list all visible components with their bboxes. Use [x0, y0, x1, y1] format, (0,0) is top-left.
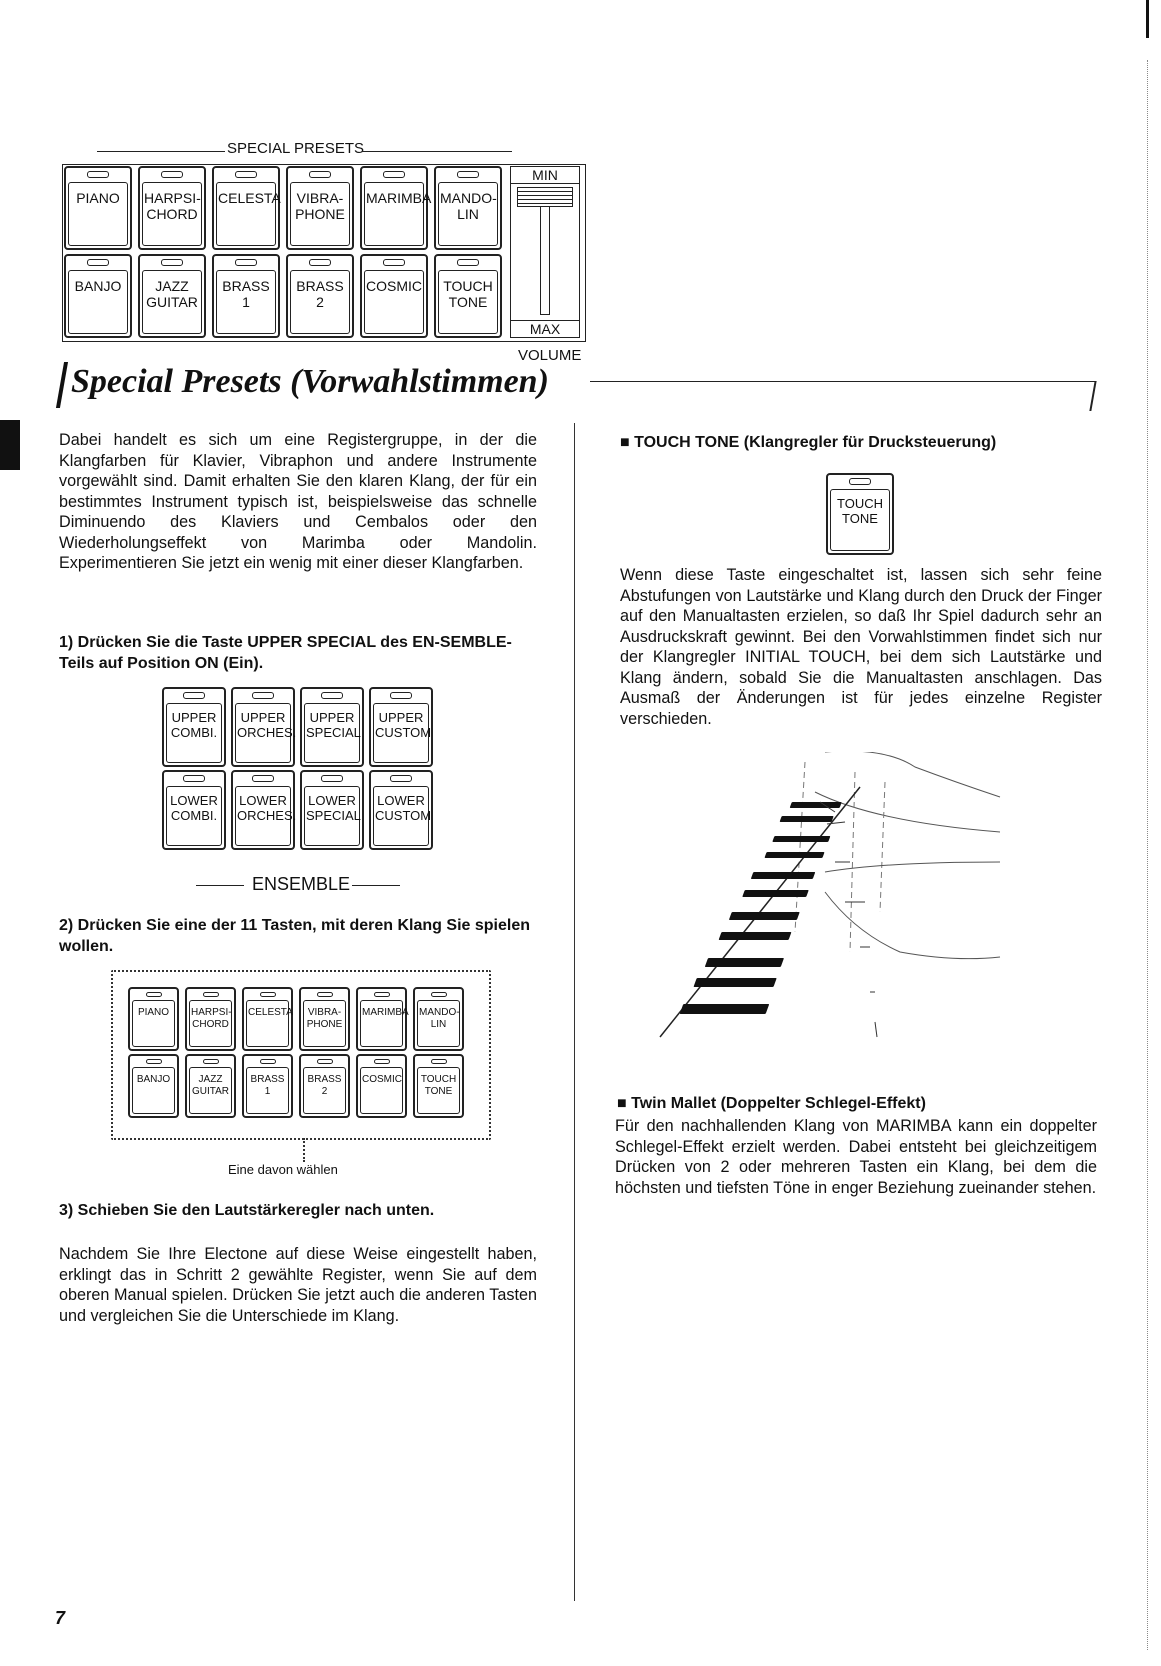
lower-orches-button[interactable]: LOWER ORCHES. [231, 770, 295, 850]
indicator-lamp [431, 1059, 447, 1064]
panel-rule-right [362, 151, 512, 152]
indicator-lamp [321, 775, 343, 782]
title-rule [590, 381, 1095, 382]
indicator-lamp [252, 692, 274, 699]
indicator-lamp [235, 259, 257, 266]
indicator-lamp [260, 992, 276, 997]
special-presets-panel [62, 140, 592, 370]
choose-caption: Eine davon wählen [228, 1162, 338, 1177]
volume-min-label: MIN [511, 167, 579, 184]
indicator-lamp [457, 171, 479, 178]
indicator-lamp [374, 1059, 390, 1064]
indicator-lamp [309, 259, 331, 266]
mandolin-button-small[interactable]: MANDO- LIN [413, 987, 464, 1051]
jazz-guitar-button-small[interactable]: JAZZ GUITAR [185, 1054, 236, 1118]
ensemble-rule-right [352, 885, 400, 886]
panel-rule-left [97, 151, 225, 152]
touch-tone-paragraph: Wenn diese Taste eingeschaltet ist, lassen sich sehr feine Abstufungen von Lautstärke und Klang durch den Druck der Finger auf den Manualtasten erzielen, so daß Ihr Spiel dadurch sehr an Ausdruckskraft gewinnt. Bei den Vorwahlstimmen findet sich nur der Klangregler INITIAL TOUCH, bei dem sich Lautstärke und Klang ändern, sobald Sie die Manualtasten anschlagen. Das Ausmaß der Änderungen ist für jedes einzelne Register verschieden. [620, 566, 1102, 728]
upper-custom-button[interactable]: UPPER CUSTOM [369, 687, 433, 767]
jazz-guitar-button[interactable]: JAZZ GUITAR [138, 254, 206, 338]
indicator-lamp [252, 775, 274, 782]
indicator-lamp [321, 692, 343, 699]
indicator-lamp [390, 775, 412, 782]
cosmic-button[interactable]: COSMIC [360, 254, 428, 338]
vibraphone-button[interactable]: VIBRA- PHONE [286, 166, 354, 250]
touch-tone-button-small[interactable]: TOUCH TONE [413, 1054, 464, 1118]
upper-special-button[interactable]: UPPER SPECIAL [300, 687, 364, 767]
brass-1-button[interactable]: BRASS 1 [212, 254, 280, 338]
indicator-lamp [317, 992, 333, 997]
upper-orches-button[interactable]: UPPER ORCHES. [231, 687, 295, 767]
volume-label: VOLUME [518, 347, 582, 364]
harpsichord-button-small[interactable]: HARPSI- CHORD [185, 987, 236, 1051]
indicator-lamp [146, 1059, 162, 1064]
touch-tone-button-large[interactable]: TOUCH TONE [826, 473, 894, 555]
step-2: 2) Drücken Sie eine der 11 Tasten, mit deren Klang Sie spielen wollen. [59, 917, 530, 955]
indicator-lamp [161, 259, 183, 266]
panel-title: SPECIAL PRESETS [227, 140, 364, 157]
title-left-bar [56, 362, 68, 408]
twin-mallet-heading: ■ Twin Mallet (Doppelter Schlegel-Effekt) [617, 1095, 926, 1112]
indicator-lamp [235, 171, 257, 178]
cosmic-button-small[interactable]: COSMIC [356, 1054, 407, 1118]
right-edge-mark [1146, 0, 1149, 38]
marimba-button[interactable]: MARIMBA [360, 166, 428, 250]
mandolin-button[interactable]: MANDO- LIN [434, 166, 502, 250]
volume-knob[interactable] [517, 187, 573, 207]
harpsichord-button[interactable]: HARPSI- CHORD [138, 166, 206, 250]
brass-1-button-small[interactable]: BRASS 1 [242, 1054, 293, 1118]
touch-tone-heading: ■ TOUCH TONE (Klangregler für Drucksteuerung) [620, 434, 997, 451]
vibraphone-button-small[interactable]: VIBRA- PHONE [299, 987, 350, 1051]
page-number: 7 [55, 1608, 66, 1628]
indicator-lamp [87, 259, 109, 266]
indicator-lamp [374, 992, 390, 997]
indicator-lamp [390, 692, 412, 699]
step-1: 1) Drücken Sie die Taste UPPER SPECIAL des EN-SEMBLE-Teils auf Position ON (Ein). [59, 634, 512, 672]
lower-combi-button[interactable]: LOWER COMBI. [162, 770, 226, 850]
outro-paragraph: Nachdem Sie Ihre Electone auf diese Weise eingestellt haben, erklingt das in Schritt 2 gewählte Register, wenn Sie auf dem oberen Manual spielen. Drücken Sie jetzt auch die anderen Tasten und vergleichen Sie die Unterschiede im Klang. [59, 1245, 537, 1325]
volume-max-label: MAX [511, 320, 579, 337]
title-right-mark [1089, 381, 1096, 411]
indicator-lamp [203, 992, 219, 997]
marimba-button-small[interactable]: MARIMBA [356, 987, 407, 1051]
banjo-button[interactable]: BANJO [64, 254, 132, 338]
page-edge-tab [0, 420, 20, 470]
step-3: 3) Schieben Sie den Lautstärkeregler nach unten. [59, 1202, 435, 1219]
indicator-lamp [383, 171, 405, 178]
lower-custom-button[interactable]: LOWER CUSTOM [369, 770, 433, 850]
piano-button[interactable]: PIANO [64, 166, 132, 250]
section-title: Special Presets (Vorwahlstimmen) [71, 363, 549, 400]
indicator-lamp [87, 171, 109, 178]
column-divider [574, 423, 575, 1601]
volume-slider[interactable] [510, 166, 580, 338]
indicator-lamp [849, 478, 871, 485]
twin-mallet-paragraph: Für den nachhallenden Klang von MARIMBA kann ein doppelter Schlegel-Effekt erzielt werden. Dabei entsteht bei gleichzeitigem Drücken von 2 oder mehreren Tasten ein Klang, bei dem die höchsten und tiefsten Töne in enger Beziehung zueinander stehen. [615, 1117, 1097, 1197]
intro-paragraph: Dabei handelt es sich um eine Registergruppe, in der die Klangfarben für Klavier, Vibraphon und andere Instrumente vorgewählt sind. Damit erhalten Sie den klaren Klang, der für ein bestimmtes Instrument typisch ist, beispielsweise das schnelle Diminuendo des Klaviers und Cembalos oder den Wiederholungseffekt von Marimba oder Mandolin. Experimentieren Sie jetzt ein wenig mit einer dieser Klangfarben. [59, 431, 537, 572]
ensemble-label: ENSEMBLE [252, 874, 351, 894]
indicator-lamp [260, 1059, 276, 1064]
indicator-lamp [457, 259, 479, 266]
touch-tone-button[interactable]: TOUCH TONE [434, 254, 502, 338]
brass-2-button[interactable]: BRASS 2 [286, 254, 354, 338]
caption-dotted-connector [303, 1138, 305, 1162]
indicator-lamp [203, 1059, 219, 1064]
volume-track [540, 201, 550, 315]
brass-2-button-small[interactable]: BRASS 2 [299, 1054, 350, 1118]
indicator-lamp [317, 1059, 333, 1064]
upper-combi-button[interactable]: UPPER COMBI. [162, 687, 226, 767]
indicator-lamp [383, 259, 405, 266]
lower-special-button[interactable]: LOWER SPECIAL [300, 770, 364, 850]
indicator-lamp [431, 992, 447, 997]
indicator-lamp [161, 171, 183, 178]
indicator-lamp [183, 775, 205, 782]
banjo-button-small[interactable]: BANJO [128, 1054, 179, 1118]
indicator-lamp [146, 992, 162, 997]
right-edge-rule [1147, 60, 1148, 1650]
piano-button-small[interactable]: PIANO [128, 987, 179, 1051]
celesta-button[interactable]: CELESTA [212, 166, 280, 250]
ensemble-rule-left [196, 885, 244, 886]
keyboard-hands-illustration [655, 752, 1015, 1042]
indicator-lamp [183, 692, 205, 699]
indicator-lamp [309, 171, 331, 178]
celesta-button-small[interactable]: CELESTA [242, 987, 293, 1051]
